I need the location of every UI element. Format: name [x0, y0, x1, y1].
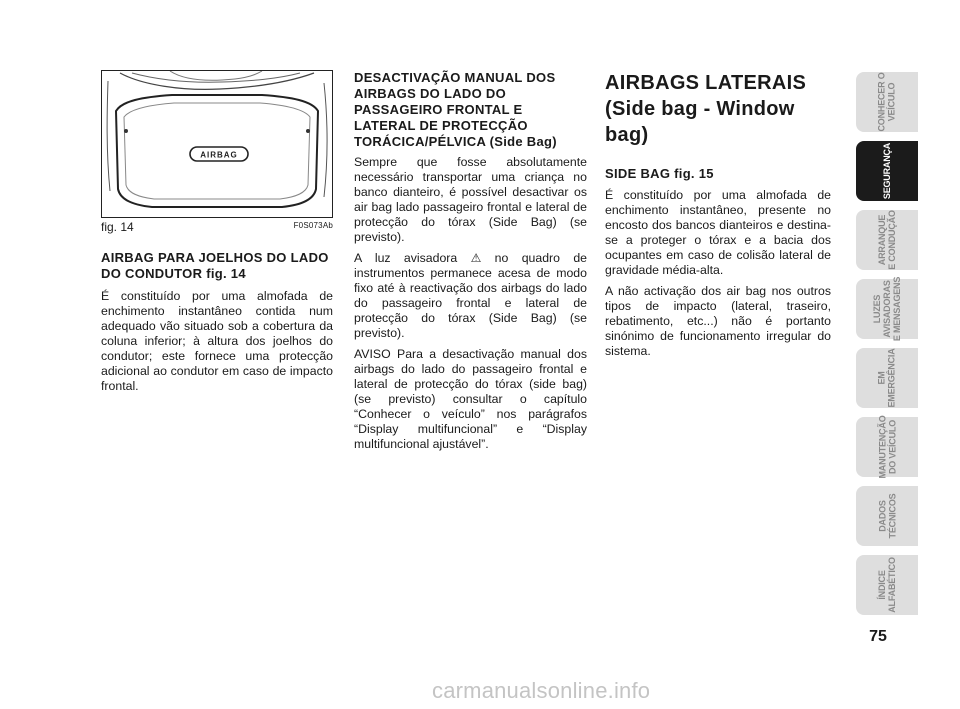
tab-indice-alfabetico[interactable]	[856, 555, 918, 615]
page-number: 75	[869, 628, 887, 645]
figure-number: fig. 14	[101, 220, 134, 234]
knee-airbag-heading: AIRBAG PARA JOELHOS DO LADO DO CONDUTOR fig. 14	[101, 250, 329, 281]
deactivation-paragraph-2	[354, 251, 587, 341]
airbag-label: AIRBAG	[200, 150, 238, 160]
tab-label: ÍNDICE ALFABÉTICO	[877, 557, 897, 613]
warning-text-before: A luz avisadora	[354, 251, 471, 265]
knee-airbag-drawing	[102, 71, 332, 217]
tab-label: MANUTENÇÃO DO VEÍCULO	[877, 415, 897, 479]
tab-label: EM EMERGÊNCIA	[876, 348, 897, 408]
figure-code: F0S073Ab	[293, 221, 333, 230]
tab-label: ARRANQUE E CONDUÇÃO	[876, 210, 897, 270]
tab-label: CONHECER O VEÍCULO	[876, 72, 897, 132]
tab-arranque-e-conducao[interactable]	[856, 210, 918, 270]
deactivation-notice: AVISO Para a desactivação manual dos airbags do lado do passageiro frontal e lateral de protecção do tórax (side bag) (se previsto) consultar o capítulo “Conhecer o veículo” nos parágrafos “Display multifuncional” e “Display multifuncional ajustável”.	[354, 347, 587, 451]
watermark: carmanualsonline.info	[432, 678, 651, 703]
tab-luzes-avisadoras[interactable]	[856, 276, 918, 342]
warning-text-after: no quadro de instrumentos permanece acesa de modo fixo até à reactivação dos airbags do lado do passageiro frontal e lateral de protecção do tórax (Side Bag) (se previsto).	[354, 251, 587, 340]
tab-label: DADOS TÉCNICOS	[877, 493, 897, 539]
side-bag-paragraph-1: É constituído por uma almofada de enchimento instantâneo, presente no encosto dos bancos dianteiros e destina-se a proteger o tórax e a bacia dos ocupantes em caso de colisão lateral de gravidade média-alta.	[605, 188, 831, 277]
figure-caption	[101, 220, 333, 234]
tab-manutencao-do-veiculo[interactable]	[856, 417, 918, 477]
tab-seguranca[interactable]	[856, 141, 918, 201]
deactivation-heading: DESACTIVAÇÃO MANUAL DOS AIRBAGS DO LADO DO PASSAGEIRO FRONTAL E LATERAL DE PROTECÇÃO TORÁCICA/PÉLVICA (Side Bag)	[354, 70, 557, 149]
tab-em-emergencia[interactable]	[856, 348, 918, 408]
deactivation-paragraph-1: Sempre que fosse absolutamente necessário transportar uma criança no banco dianteiro, é possível desactivar os air bag lado passageiro frontal e lateral de protecção do tórax (Side Bag) (se previsto).	[354, 155, 587, 244]
tab-dados-tecnicos[interactable]	[856, 486, 918, 546]
column-2	[354, 70, 587, 452]
side-bag-paragraph-2: A não activação dos air bag nos outros tipos de impacto (lateral, traseiro, rebatimento, etc...) não é portanto sinónimo de funcionamento irregular do sistema.	[605, 284, 831, 358]
tab-label: SEGURANÇA	[882, 142, 892, 200]
knee-airbag-body: É constituído por uma almofada de enchimento instantâneo contida num adequado vão situado sob a cobertura da coluna inferior; à altura dos joelhos do condutor; este fornece uma protecção adicional ao condutor em caso de impacto frontal.	[101, 289, 333, 393]
column-3	[605, 70, 831, 359]
figure-14-illustration	[101, 70, 333, 218]
passenger-airbag-off-icon: ⚠	[470, 251, 482, 265]
tab-conhecer-o-veiculo[interactable]	[856, 72, 918, 132]
side-airbags-title: AIRBAGS LATERAIS (Side bag - Window bag)	[605, 72, 807, 146]
column-1	[101, 250, 333, 394]
tab-label: LUZES AVISADORAS E MENSAGENS	[872, 276, 902, 342]
side-bag-subheading: SIDE BAG fig. 15	[605, 166, 714, 181]
